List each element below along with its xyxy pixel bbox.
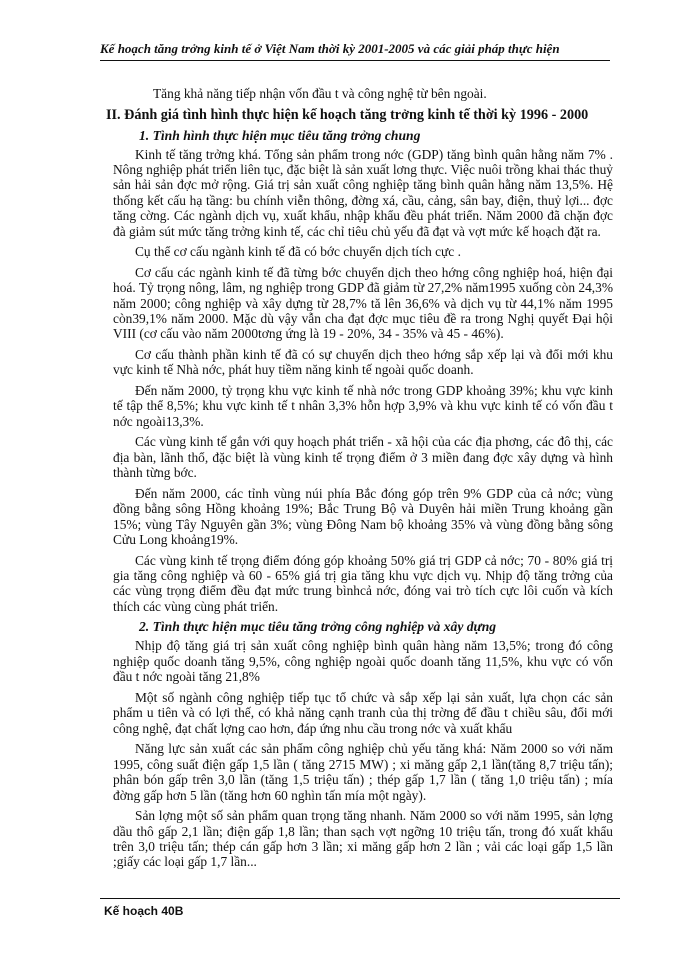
paragraph: Kinh tế tăng trởng khá. Tổng sản phẩm trong nớc (GDP) tăng bình quân hằng năm 7% . Nông nghiệp phát triển liên tục, đặc biệt là sản xuất lơng thực. Việc nuôi trồng khai thác thuỷ sản hải sản đợc mở rộng. Giá trị sản xuất công nghiệp tăng bình quân hằng năm 13,5%. Hệ thống kết cấu hạ tầng: bu chính viễn thông, đờng xá, cầu, cảng, sân bay, điện, thuỷ lợi... đợc tăng cờng. Các ngành dịch vụ, xuất khẩu, nhập khẩu đều phát triển. Năm 2000 đã chặn đợc đà giảm sút mức tăng trởng kinh tế, các chỉ tiêu chủ yếu đã đạt và vợt mức kế hoạch đặt ra. <box>113 146 613 239</box>
paragraph: Sản lợng một số sản phẩm quan trọng tăng nhanh. Năm 2000 so với năm 1995, sản lợng dầu thô gấp 2,1 lần; điện gấp 1,8 lần; than sạch vợt ngỡng 10 triệu tấn, trong đó xuất khẩu trên 3,0 triệu tấn; thép cán gấp hơn 3 lần; xi măng gấp hơn 2 lần ; vải các loại gấp 1,5 lần ;giấy các loại gấp 1,7 lần... <box>113 808 613 870</box>
header-rule <box>100 60 610 61</box>
paragraph: Một số ngành công nghiệp tiếp tục tổ chức và sắp xếp lại sản xuất, lựa chọn các sản phẩm u tiên và có lợi thế, có khả năng cạnh tranh của thị trờng để đầu t chiều sâu, đổi mới công nghệ, đạt chất lợng cao hơn, đáp ứng nhu cầu trong nớc và xuất khẩu <box>113 689 613 736</box>
paragraph: Cụ thể cơ cấu ngành kinh tế đã có bớc chuyển dịch tích cực . <box>135 244 461 260</box>
paragraph: Cơ cấu các ngành kinh tế đã từng bớc chuyển dịch theo hớng công nghiệp hoá, hiện đại hoá. Tỷ trọng nông, lâm, ng nghiệp trong GDP đã giảm từ 27,2% năm1995 xuống còn 24,3% năm 2000; công nghiệp và xây dựng từ 28,7% tă lên 36,6% và dịch vụ từ 44,1% năm 1995 còn39,1% năm 2000. Mặc dù vậy vẫn cha đạt đợc mục tiêu đề ra trong Nghị quyết Đại hội VIII (cơ cấu vào năm 2000tơng ứng là 19 - 20%, 34 - 35% và 45 - 46%). <box>113 264 613 342</box>
footer-rule <box>100 898 620 899</box>
page-footer: Kế hoạch 40B <box>104 904 184 918</box>
subsection-heading: 1. Tình hình thực hiện mục tiêu tăng trởng chung <box>139 127 421 143</box>
paragraph: Các vùng kinh tế trọng điểm đóng góp khoảng 50% giá trị GDP cả nớc; 70 - 80% giá trị gia tăng công nghiệp và 60 - 65% giá trị gia tăng khu vực dịch vụ. Nhịp độ tăng trởng của các vùng trọng điểm đều đạt mức trung bìnhcả nớc, đóng vai trò tích cực lôi cuốn và kích thích các vùng cùng phát triển. <box>113 552 613 614</box>
paragraph: Cơ cấu thành phần kinh tế đã có sự chuyển dịch theo hớng sắp xếp lại và đổi mới khu vực kinh tế Nhà nớc, phát huy tiềm năng kinh tế ngoài quốc doanh. <box>113 347 613 378</box>
page-body <box>106 86 613 875</box>
paragraph: Các vùng kinh tế gắn với quy hoạch phát triển - xã hội của các địa phơng, các đô thị, các địa bàn, lãnh thổ, đặc biệt là vùng kinh tế trọng điểm ở 3 miền đang đợc xây dựng và hình thành từng bớc. <box>113 434 613 481</box>
paragraph: Tăng khả năng tiếp nhận vốn đầu t và công nghệ từ bên ngoài. <box>153 86 487 101</box>
subsection-heading: 2. Tình thực hiện mục tiêu tăng trởng công nghiệp và xây dựng <box>139 619 497 635</box>
paragraph: Đến năm 2000, các tỉnh vùng núi phía Bắc đóng góp trên 9% GDP của cả nớc; vùng đồng bằng sông Hồng khoảng 19%; Bắc Trung Bộ và Duyên hải miền Trung khoảng gần 15%; vùng Tây Nguyên gần 3%; vùng Đông Nam bộ khoảng 35% và vùng đồng bằng sông Cửu Long khoảng19%. <box>113 485 613 548</box>
paragraph: Năng lực sản xuất các sản phẩm công nghiệp chủ yếu tăng khá: Năm 2000 so với năm 1995, công suất điện gấp 1,5 lần ( tăng 2715 MW) ; xi măng gấp 2,1 lần(tăng 8,7 triệu tấn); phân bón gấp trên 3,0 lần (tăng 1,5 triệu tấn) ; thép gấp 1,7 lần ( tăng 1,0 triệu tấn) ; mía đờng gấp hơn 5 lần (tăng hơn 60 nghìn tấn mía một ngày). <box>113 741 613 803</box>
paragraph: Nhịp độ tăng giá trị sản xuất công nghiệp bình quân hàng năm 13,5%; trong đó công nghiệp quốc doanh tăng 9,5%, công nghiệp ngoài quốc doanh tăng 11,5%, khu vực có vốn đầu t nớc ngoài tăng 21,8% <box>113 638 613 685</box>
running-header: Kế hoạch tăng trởng kinh tế ở Việt Nam thời kỳ 2001-2005 và các giải pháp thực hiện <box>100 41 560 56</box>
paragraph: Đến năm 2000, tỷ trọng khu vực kinh tế nhà nớc trong GDP khoảng 39%; khu vực kinh tế tập thể 8,5%; khu vực kinh tế t nhân 3,3% hỗn hợp 3,9% và khu vực kinh tế có vốn đầu t nớc ngoài13,3%. <box>113 383 613 429</box>
section-heading: II. Đánh giá tình hình thực hiện kế hoạch tăng trởng kinh tế thời kỳ 1996 - 2000 <box>106 106 589 123</box>
